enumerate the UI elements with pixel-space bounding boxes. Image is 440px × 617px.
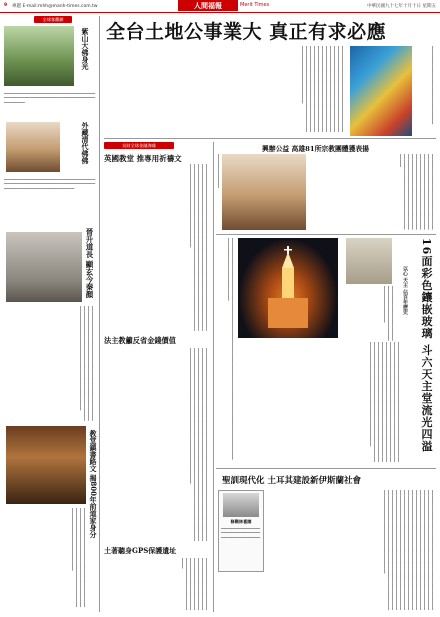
- caption-box: [218, 490, 264, 572]
- caption-box-title: 修剛林喜園: [230, 519, 252, 524]
- story-body-daoist: ▁▁▁▁▁▁▁▁▁▁▁▁▁▁▁▁▁▁▁▁▁▁▁▁▁▁▁▁▁▁▁▁▁▁▁▁▁▁▁▁▁▁▁▁▁▁▁▁▁▁▁▁▁▁▁▁▁▁▁▁▁▁▁▁▁▁▁▁▁▁▁▁▁▁▁▁▁▁▁▁▁▁▁▁▁▁▁▁▁▁▁▁▁▁▁▁▁▁▁▁▁▁▁▁▁▁▁▁▁▁▁▁▁▁▁▁▁▁▁▁▁▁▁▁▁▁▁▁▁▁▁▁▁▁▁▁▁▁▁▁▁▁▁▁▁▁▁▁▁▁▁▁▁▁▁▁▁▁▁▁▁▁▁▁▁▁▁▁▁▁▁▁: [80, 306, 96, 421]
- story-photo-award: [222, 154, 306, 230]
- church-tower-illustration: [238, 238, 338, 338]
- headline-section-rule: [104, 138, 436, 139]
- story-photo-daoist: [6, 232, 82, 302]
- story-body-buddha: ▁▁▁▁▁▁▁▁▁▁▁▁▁▁▁▁▁▁▁▁▁▁▁▁▁▁▁▁▁▁▁▁▁▁▁▁▁▁▁▁▁▁▁▁▁▁▁▁▁▁▁▁▁▁▁▁▁▁▁▁▁▁▁▁▁▁▁▁▁▁▁▁▁▁▁▁▁▁: [4, 90, 96, 103]
- story-photo-temple: [6, 426, 86, 504]
- story-photo-buddha: [4, 26, 74, 86]
- story-body-temple: ▁▁▁▁▁▁▁▁▁▁▁▁▁▁▁▁▁▁▁▁▁▁▁▁▁▁▁▁▁▁▁▁▁▁▁▁▁▁▁▁▁▁▁▁▁▁▁▁▁▁▁▁▁▁▁▁▁▁▁▁▁▁▁▁▁▁▁▁▁▁▁▁▁▁▁▁▁▁▁▁▁▁▁▁▁▁▁▁▁▁▁▁▁▁▁▁▁▁▁▁▁▁▁▁▁▁▁▁▁▁▁▁▁▁▁▁▁▁▁▁▁▁▁▁▁▁▁▁▁▁▁▁▁▁▁▁▁▁: [72, 508, 88, 608]
- story-title-buddha: 紫山大佛身光: [81, 28, 90, 70]
- story-photo-statue: [6, 122, 60, 172]
- story-body-gps: ▁▁▁▁▁▁▁▁▁▁▁▁▁▁▁▁▁▁▁▁▁▁▁▁▁▁▁▁▁▁▁▁▁▁▁▁▁▁▁▁▁▁▁▁▁▁▁▁▁▁▁▁▁▁▁▁▁▁▁▁▁▁▁▁▁▁▁▁▁▁▁▁▁▁▁▁▁▁▁▁▁▁▁▁▁▁▁▁▁▁▁▁▁▁▁▁▁▁▁▁▁▁▁▁▁▁▁▁▁▁▁▁▁▁▁▁▁▁▁▁▁▁▁▁: [182, 558, 210, 611]
- story-title-daoist: 晉升道長 顯玄今秦顏: [85, 228, 94, 299]
- turkey-story-rule: [216, 468, 436, 469]
- story-body-uk-church: ▁▁▁▁▁▁▁▁▁▁▁▁▁▁▁▁▁▁▁▁▁▁▁▁▁▁▁▁▁▁▁▁▁▁▁▁▁▁▁▁▁▁▁▁▁▁▁▁▁▁▁▁▁▁▁▁▁▁▁▁▁▁▁▁▁▁▁▁▁▁▁▁▁▁▁▁▁▁▁▁▁▁▁▁▁▁▁▁▁▁▁▁▁▁▁▁▁▁▁▁▁▁▁▁▁▁▁▁▁▁▁▁▁▁▁▁▁▁▁▁▁▁▁▁▁▁▁▁▁▁▁▁▁▁▁▁▁▁▁▁▁▁▁▁▁▁▁▁▁▁▁▁▁▁▁▁▁▁▁▁▁▁▁▁▁▁▁▁▁▁▁▁▁▁▁▁▁▁▁▁▁▁▁▁▁▁▁▁▁▁▁▁▁▁▁▁▁▁▁▁▁▁▁▁▁▁▁▁▁▁▁▁▁▁▁▁▁▁▁▁▁▁▁▁▁▁▁▁▁▁▁▁▁▁▁▁▁▁▁▁▁▁▁▁▁▁▁▁▁▁▁▁▁▁▁▁▁▁▁▁▁▁▁▁▁▁▁▁▁▁▁▁▁▁▁▁▁▁▁▁▁▁▁▁▁▁▁▁: [190, 164, 210, 331]
- header-rule: [0, 12, 440, 13]
- lead-photo-dragon-mural: [350, 46, 412, 136]
- story-title-french-bishop: 法主教籲反省金錢價值: [104, 336, 176, 345]
- column-divider-left: [99, 16, 100, 612]
- story-photo-church-night: [238, 238, 338, 338]
- story-photo-award-caption: ▁▁▁▁▁▁▁▁▁▁▁▁▁: [218, 154, 222, 188]
- story-title-turkey: 聖訓現代化 土耳其建設新伊斯蘭社會: [222, 476, 361, 486]
- story-title-temple: 教堂鎮書路文 揭800年前道家身分: [89, 430, 98, 539]
- story-title-uk-church: 英國教堂 推專用祈禱文: [104, 154, 182, 163]
- main-headline: 全台土地公事業大 真正有求必應: [106, 21, 387, 43]
- left-section-label: 全球客觀網: [34, 16, 72, 23]
- story-title-statue: 外藏清代佛佛: [81, 122, 90, 164]
- page-number: 9: [4, 3, 8, 8]
- story-photo-church-interior: [346, 238, 392, 284]
- church-side-caption: ▁▁▁▁▁▁▁▁▁▁▁▁▁▁▁▁▁▁▁▁▁▁▁▁▁▁▁▁▁▁▁▁▁▁▁▁▁▁▁▁▁▁▁▁▁▁▁▁▁▁▁▁▁▁▁▁▁▁▁▁▁▁▁▁▁▁▁▁▁▁▁▁▁▁▁▁▁▁▁▁▁▁▁▁▁▁▁▁▁▁▁▁▁▁▁▁▁▁▁▁▁▁▁▁▁▁▁▁▁: [228, 238, 236, 460]
- story-body-statue: ▁▁▁▁▁▁▁▁▁▁▁▁▁▁▁▁▁▁▁▁▁▁▁▁▁▁▁▁▁▁▁▁▁▁▁▁▁▁▁▁▁▁▁▁▁▁▁▁▁▁▁▁▁▁▁▁▁▁▁▁▁▁▁▁▁▁▁▁▁▁▁▁▁▁▁▁▁▁▁▁▁▁▁▁▁▁▁▁▁▁▁▁▁▁▁▁▁: [4, 176, 96, 189]
- right-story-rule: [216, 234, 436, 235]
- story-body-french-bishop: ▁▁▁▁▁▁▁▁▁▁▁▁▁▁▁▁▁▁▁▁▁▁▁▁▁▁▁▁▁▁▁▁▁▁▁▁▁▁▁▁▁▁▁▁▁▁▁▁▁▁▁▁▁▁▁▁▁▁▁▁▁▁▁▁▁▁▁▁▁▁▁▁▁▁▁▁▁▁▁▁▁▁▁▁▁▁▁▁▁▁▁▁▁▁▁▁▁▁▁▁▁▁▁▁▁▁▁▁▁▁▁▁▁▁▁▁▁▁▁▁▁▁▁▁▁▁▁▁▁▁▁▁▁▁▁▁▁▁▁▁▁▁▁▁▁▁▁▁▁▁▁▁▁▁▁▁▁▁▁▁▁▁▁▁▁▁▁▁▁▁▁▁▁▁▁▁▁▁▁▁▁▁▁▁▁▁▁▁▁▁▁▁▁▁▁▁▁▁▁▁▁▁▁▁▁▁▁▁▁▁▁▁▁▁▁▁▁▁▁▁▁▁▁▁▁▁▁▁▁▁▁▁▁▁▁▁▁▁▁▁▁▁▁▁▁▁▁▁▁▁▁▁▁▁▁▁▁▁▁▁▁▁▁▁▁▁▁▁▁▁▁▁▁▁▁▁▁▁▁▁▁▁▁▁▁▁▁▁▁▁▁▁▁▁▁▁▁▁▁▁▁▁▁▁▁▁▁▁▁▁▁▁▁▁▁▁▁▁▁▁▁▁▁▁▁▁▁▁▁▁▁▁▁▁▁▁▁▁▁▁▁▁▁▁▁▁▁▁: [190, 348, 210, 541]
- column-divider-middle: [213, 142, 214, 612]
- story-title-gps: 土著聽身GPS保護遺址: [104, 546, 177, 555]
- page-date: 中華民國九十七年十月十日 星期五: [367, 4, 436, 9]
- caption-box-body: ▁▁▁▁▁▁▁▁▁▁▁▁▁▁▁▁▁▁▁▁▁▁▁▁▁▁▁▁▁▁▁▁▁▁▁▁▁▁▁▁▁▁▁▁▁: [221, 525, 261, 538]
- story-title-kaohsiung: 興辦公益 高雄81所宗教團體獲表揚: [262, 145, 369, 153]
- church-story-body-top: ▁▁▁▁▁▁▁▁▁▁▁▁▁▁▁▁▁▁▁▁▁▁▁▁▁▁▁▁▁▁▁▁▁▁▁▁▁▁▁▁▁▁▁▁▁▁▁▁▁▁▁▁▁▁▁▁: [384, 286, 396, 341]
- caption-box-photo: [223, 493, 259, 517]
- story-subtitle-douliu-church: 以心 天主 佔百年歷史: [402, 266, 408, 315]
- lead-photo-caption: ▁▁▁▁▁▁▁▁▁▁▁▁▁▁▁▁▁▁▁▁▁▁▁▁▁▁▁▁▁▁: [432, 46, 436, 125]
- lead-story-body: ▁▁▁▁▁▁▁▁▁▁▁▁▁▁▁▁▁▁▁▁▁▁▁▁▁▁▁▁▁▁▁▁▁▁▁▁▁▁▁▁▁▁▁▁▁▁▁▁▁▁▁▁▁▁▁▁▁▁▁▁▁▁▁▁▁▁▁▁▁▁▁▁▁▁▁▁▁▁▁▁▁▁▁▁▁▁▁▁▁▁▁▁▁▁▁▁▁▁▁▁▁▁▁▁▁▁▁▁▁▁▁▁▁▁▁▁▁▁▁▁▁▁▁▁▁▁▁▁▁▁▁▁▁▁▁▁▁▁▁▁▁▁▁▁▁▁▁▁▁▁▁▁▁▁▁▁▁▁▁▁▁▁▁▁▁▁▁▁▁▁▁▁▁▁▁▁▁▁▁▁▁▁▁▁▁▁▁▁▁▁▁▁▁▁▁▁▁▁▁▁▁▁▁▁▁▁▁▁▁▁▁▁▁▁▁▁▁▁▁▁▁▁▁▁▁▁▁▁▁▁▁▁▁▁▁▁▁▁▁▁▁▁▁▁▁▁▁▁▁▁▁▁▁▁▁▁▁▁▁▁▁▁▁▁▁▁▁▁▁▁▁▁▁▁▁▁▁▁▁▁▁▁▁▁▁▁▁▁▁▁▁▁▁▁▁▁▁▁▁▁▁▁▁▁▁▁▁▁▁▁▁▁▁▁▁▁▁▁▁▁▁▁▁▁▁▁▁▁▁▁▁▁▁▁▁▁▁▁▁▁▁▁▁▁▁▁▁▁▁▁▁▁: [302, 46, 346, 133]
- story-title-douliu-church: 16面彩色鑲嵌玻璃 斗六天主堂流光四溢: [420, 238, 433, 453]
- church-story-body: ▁▁▁▁▁▁▁▁▁▁▁▁▁▁▁▁▁▁▁▁▁▁▁▁▁▁▁▁▁▁▁▁▁▁▁▁▁▁▁▁▁▁▁▁▁▁▁▁▁▁▁▁▁▁▁▁▁▁▁▁▁▁▁▁▁▁▁▁▁▁▁▁▁▁▁▁▁▁▁▁▁▁▁▁▁▁▁▁▁▁▁▁▁▁▁▁▁▁▁▁▁▁▁▁▁▁▁▁▁▁▁▁▁▁▁▁▁▁▁▁▁▁▁▁▁▁▁▁▁▁▁▁▁▁▁▁▁▁▁▁▁▁▁▁▁▁▁▁▁▁▁▁▁▁▁▁▁▁▁▁▁▁▁▁▁▁▁▁▁▁▁▁▁▁▁▁▁▁▁▁▁▁▁▁▁▁▁▁▁▁▁▁▁▁▁▁▁▁▁▁▁▁▁▁▁▁▁▁▁▁▁▁▁▁▁▁▁▁▁▁▁▁▁▁▁▁▁▁▁▁▁▁▁▁▁▁▁▁▁▁▁▁▁▁▁▁▁▁▁▁▁▁▁▁▁▁▁▁▁▁▁▁▁▁▁▁▁▁▁▁▁▁▁▁▁▁▁▁▁▁▁▁▁▁▁▁▁▁▁▁▁▁▁▁▁▁▁▁▁▁▁▁▁▁▁▁▁▁▁▁▁▁▁▁▁▁▁▁▁▁▁▁▁▁▁▁▁▁▁▁▁▁▁▁▁▁▁▁▁▁▁▁▁▁▁▁▁▁▁▁▁▁▁▁▁▁▁▁▁▁▁▁: [370, 342, 402, 462]
- story-body-kaohsiung: ▁▁▁▁▁▁▁▁▁▁▁▁▁▁▁▁▁▁▁▁▁▁▁▁▁▁▁▁▁▁▁▁▁▁▁▁▁▁▁▁▁▁▁▁▁▁▁▁▁▁▁▁▁▁▁▁▁▁▁▁▁▁▁▁▁▁▁▁▁▁▁▁▁▁▁▁▁▁▁▁▁▁▁▁▁▁▁▁▁▁▁▁▁▁▁▁▁▁▁▁▁▁▁▁▁▁▁▁▁▁▁▁▁▁▁▁▁▁▁▁▁▁▁▁▁▁▁▁▁▁▁▁▁▁▁▁▁▁▁▁▁▁▁▁▁▁▁▁▁▁▁▁▁▁▁▁▁▁▁▁▁▁▁▁▁▁▁▁▁▁▁▁▁▁▁▁▁▁▁▁▁▁▁▁▁▁▁▁▁▁▁▁▁▁▁▁▁▁▁▁▁▁▁▁▁▁▁▁▁▁▁▁▁▁▁▁▁▁▁▁▁▁▁▁▁▁▁▁▁▁▁▁▁▁▁▁▁: [400, 154, 436, 230]
- masthead-logo-en: Merit Times: [240, 2, 270, 8]
- page-email: 專題 E-mail:mhh@manh-times.com.tw: [12, 4, 98, 9]
- middle-section-label: 吳財全球金融海嘯: [104, 142, 174, 149]
- story-body-turkey: ▁▁▁▁▁▁▁▁▁▁▁▁▁▁▁▁▁▁▁▁▁▁▁▁▁▁▁▁▁▁▁▁▁▁▁▁▁▁▁▁▁▁▁▁▁▁▁▁▁▁▁▁▁▁▁▁▁▁▁▁▁▁▁▁▁▁▁▁▁▁▁▁▁▁▁▁▁▁▁▁▁▁▁▁▁▁▁▁▁▁▁▁▁▁▁▁▁▁▁▁▁▁▁▁▁▁▁▁▁▁▁▁▁▁▁▁▁▁▁▁▁▁▁▁▁▁▁▁▁▁▁▁▁▁▁▁▁▁▁▁▁▁▁▁▁▁▁▁▁▁▁▁▁▁▁▁▁▁▁▁▁▁▁▁▁▁▁▁▁▁▁▁▁▁▁▁▁▁▁▁▁▁▁▁▁▁▁▁▁▁▁▁▁▁▁▁▁▁▁▁▁▁▁▁▁▁▁▁▁▁▁▁▁▁▁▁▁▁▁▁▁▁▁▁▁▁▁▁▁▁▁▁▁▁▁▁▁▁▁▁▁▁▁▁▁▁▁▁▁▁▁▁▁▁▁▁▁▁▁▁▁▁▁▁▁▁▁▁▁▁▁▁▁▁▁▁▁▁▁▁▁▁▁▁▁▁▁▁▁▁▁▁▁▁▁▁▁▁▁▁▁▁▁▁▁▁▁▁▁▁▁▁▁▁▁▁▁▁▁▁▁▁▁▁▁▁▁▁▁▁▁▁▁▁▁▁▁▁▁▁▁▁▁▁▁▁▁▁▁▁▁▁▁▁▁▁▁▁▁▁▁▁▁▁▁▁▁▁▁▁▁▁▁▁▁▁▁▁▁▁▁▁▁▁▁▁▁▁▁▁▁▁▁▁▁▁▁▁▁▁▁▁▁▁▁▁▁▁▁▁▁▁▁▁▁▁▁▁▁▁▁▁▁▁▁▁▁▁▁▁▁▁▁▁▁▁▁▁▁▁▁▁▁▁▁▁▁▁▁▁▁▁▁▁▁▁▁▁▁▁▁▁▁▁▁▁▁▁▁▁▁▁▁▁▁▁▁▁▁▁▁▁▁▁▁▁▁▁▁▁▁▁▁▁▁▁▁▁▁▁▁▁▁▁▁▁▁▁▁▁▁▁▁▁▁▁▁▁▁▁▁▁▁▁▁▁▁▁▁▁▁▁▁▁▁▁▁▁▁▁▁▁▁▁▁▁▁▁▁▁▁▁▁▁▁▁▁▁▁▁▁▁▁▁▁▁▁▁▁▁▁▁▁▁▁▁▁▁▁▁▁▁▁▁: [384, 490, 436, 610]
- masthead-logo: 人間福報: [178, 0, 238, 11]
